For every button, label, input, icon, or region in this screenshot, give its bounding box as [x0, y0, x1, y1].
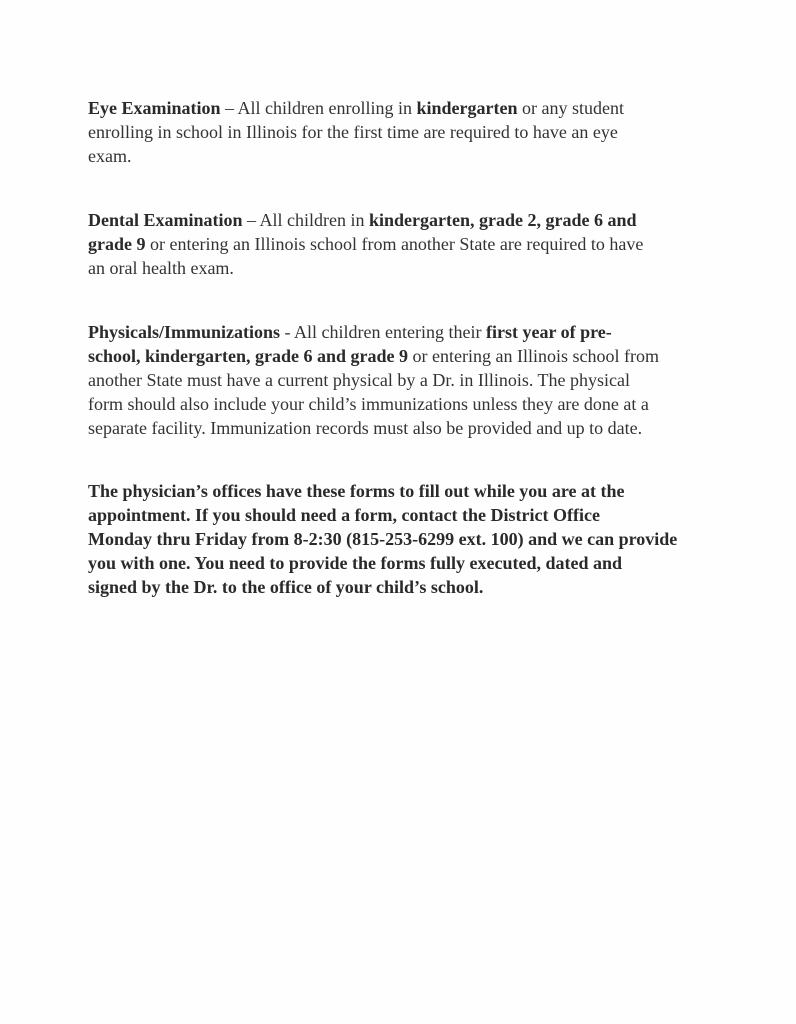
physicals-line-1-bold: first year of pre-	[485, 322, 612, 342]
eye-line-1	[88, 96, 624, 120]
physicals-line-1	[88, 320, 659, 344]
dental-line-3: an oral health exam.	[88, 258, 234, 278]
physicals-line-1-text: - All children entering their	[280, 322, 486, 342]
forms-notice-paragraph	[88, 479, 677, 599]
physicals-immunizations-heading: Physicals/Immunizations	[88, 322, 281, 342]
physicals-line-2-bold: school, kindergarten, grade 6 and grade 9	[88, 346, 409, 366]
notice-line-3: Monday thru Friday from 8-2:30 (815-253-6299 ext. 100) and we can provide	[88, 529, 678, 549]
eye-line-3: exam.	[88, 146, 132, 166]
eye-line-1-text-b: or any student	[517, 98, 624, 118]
eye-examination-paragraph	[88, 96, 624, 168]
notice-line-5: signed by the Dr. to the office of your child’s school.	[88, 577, 484, 597]
dental-examination-heading: Dental Examination	[88, 210, 243, 230]
eye-line-1-bold: kindergarten	[416, 98, 518, 118]
physicals-line-2	[88, 344, 659, 368]
eye-line-1-text-a: – All children enrolling in	[220, 98, 417, 118]
dental-line-1	[88, 208, 643, 232]
dental-examination-paragraph	[88, 208, 643, 280]
dental-line-2-bold: grade 9	[88, 234, 146, 254]
dental-line-2-text: or entering an Illinois school from another State are required to have	[145, 234, 644, 254]
physicals-line-3: another State must have a current physical by a Dr. in Illinois. The physical	[88, 370, 631, 390]
notice-line-1: The physician’s offices have these forms to fill out while you are at the	[88, 481, 625, 501]
physicals-line-5: separate facility. Immunization records must also be provided and up to date.	[88, 418, 643, 438]
eye-line-2: enrolling in school in Illinois for the first time are required to have an eye	[88, 122, 618, 142]
dental-line-2	[88, 232, 643, 256]
notice-line-2: appointment. If you should need a form, contact the District Office	[88, 505, 600, 525]
notice-line-4: you with one. You need to provide the forms fully executed, dated and	[88, 553, 623, 573]
dental-line-1-text: – All children in	[242, 210, 369, 230]
physicals-immunizations-paragraph	[88, 320, 659, 440]
eye-examination-heading: Eye Examination	[88, 98, 221, 118]
dental-line-1-bold: kindergarten, grade 2, grade 6 and	[369, 210, 637, 230]
physicals-line-2-text: or entering an Illinois school from	[408, 346, 659, 366]
physicals-line-4: form should also include your child’s immunizations unless they are done at a	[88, 394, 649, 414]
